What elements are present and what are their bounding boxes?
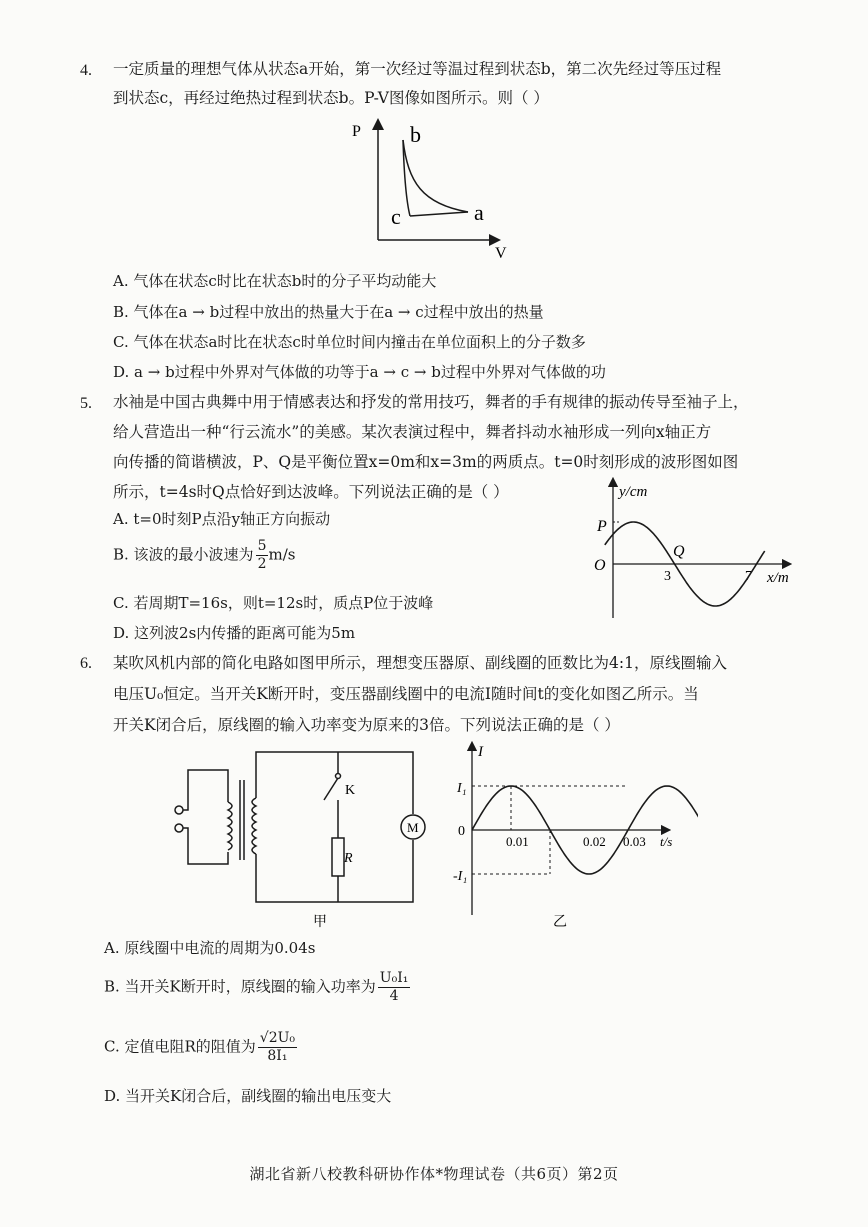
q5-option-b-numerator: 5 <box>257 538 267 554</box>
q4-adiabat-curve <box>403 140 410 216</box>
q5-option-b-unit: m/s <box>268 545 296 564</box>
q6-option-b-numerator: U₀I₁ <box>379 970 409 986</box>
q6-caption-yi: 乙 <box>553 914 567 930</box>
q4-axis-p-label: P <box>352 123 361 140</box>
q4-number: 4. <box>80 62 92 79</box>
q5-label-q: Q <box>673 543 685 560</box>
q4-pv-diagram <box>340 112 520 262</box>
q6-y-label: I <box>478 744 483 760</box>
q5-stem-line2: 给人营造出一种“行云流水”的美感。某次表演过程中，舞者抖动水袖形成一列向x轴正方 <box>113 423 712 441</box>
q6-stem-line2: 电压U₀恒定。当开关K断开时，变压器副线圈中的电流I随时间t的变化如图乙所示。当 <box>113 685 699 703</box>
q6-terminal-bottom <box>175 824 183 832</box>
q6-tick-002: 0.02 <box>583 834 606 849</box>
q4-option-b: B. 气体在a → b过程中放出的热量大于在a → c过程中放出的热量 <box>113 303 544 321</box>
q5-x-label: x/m <box>767 570 789 586</box>
q4-label-b: b <box>410 122 421 147</box>
q6-option-d: D. 当开关K闭合后，副线圈的输出电压变大 <box>104 1087 392 1105</box>
q6-secondary-coil <box>252 798 256 854</box>
q6-stem-line3: 开关K闭合后，原线圈的输入功率变为原来的3倍。下列说法正确的是（ ） <box>113 716 620 734</box>
q6-terminal-top <box>175 806 183 814</box>
q6-number: 6. <box>80 655 92 672</box>
q6-option-c-numerator: √2U₀ <box>259 1030 296 1046</box>
q5-tick-3: 3 <box>664 569 671 584</box>
q5-y-label: y/cm <box>619 484 648 500</box>
q5-stem-line3: 向传播的简谐横波，P、Q是平衡位置x=0m和x=3m的两质点。t=0时刻形成的波形图如图 <box>113 453 739 471</box>
q6-option-b-denominator: 4 <box>389 988 399 1004</box>
q4-option-d: D. a → b过程中外界对气体做的功等于a → c → b过程中外界对气体做的功 <box>113 363 606 381</box>
q4-isobar-line <box>410 212 468 216</box>
q6-primary-coil <box>228 802 232 850</box>
q4-isotherm-curve <box>403 140 468 212</box>
q5-option-d: D. 这列波2s内传播的距离可能为5m <box>113 624 356 642</box>
q4-stem-line2: 到状态c，再经过绝热过程到状态b。P-V图像如图所示。则（ ） <box>113 89 549 107</box>
q5-option-a: A. t=0时刻P点沿y轴正方向振动 <box>113 510 331 528</box>
q6-resistor-r <box>332 838 344 876</box>
q5-tick-7: 7 <box>745 569 752 584</box>
q5-number: 5. <box>80 395 92 412</box>
q6-label-m: M <box>407 820 419 835</box>
q6-tick-003: 0.03 <box>623 834 646 849</box>
q6-option-b-fraction <box>378 970 411 1005</box>
q6-option-a: A. 原线圈中电流的周期为0.04s <box>104 939 316 957</box>
q6-option-b-text: B. 当开关K断开时，原线圈的输入功率为 <box>104 977 376 996</box>
q4-axis-v-label: V <box>495 245 507 262</box>
q5-option-b <box>113 538 295 573</box>
q6-label-i1: I₁ <box>457 781 467 796</box>
q5-wave-graph <box>585 476 795 624</box>
q4-label-a: a <box>474 200 484 225</box>
q5-option-b-denominator: 2 <box>257 556 267 572</box>
q6-tick-001: 0.01 <box>506 834 529 849</box>
q6-label-zero: 0 <box>458 824 465 839</box>
q6-stem-line1: 某吹风机内部的简化电路如图甲所示，理想变压器原、副线圈的匝数比为4:1，原线圈输入 <box>113 654 727 672</box>
q6-label-r: R <box>344 851 353 866</box>
q6-circuit-diagram <box>168 742 433 932</box>
q5-label-o: O <box>594 557 606 574</box>
q4-label-c: c <box>391 204 401 229</box>
q6-option-c-denominator: 8I₁ <box>267 1048 288 1064</box>
q6-label-neg-i1: -I₁ <box>453 869 468 884</box>
q6-switch-k <box>324 778 338 800</box>
q6-option-c-fraction <box>258 1030 297 1065</box>
q4-option-a: A. 气体在状态c时比在状态b时的分子平均动能大 <box>113 272 437 290</box>
q4-stem-line1: 一定质量的理想气体从状态a开始，第一次经过等温过程到状态b，第二次先经过等压过程 <box>113 60 722 78</box>
q6-caption-jia: 甲 <box>313 914 327 930</box>
q5-option-c: C. 若周期T=16s，则t=12s时，质点P位于波峰 <box>113 594 434 612</box>
q6-current-graph <box>448 740 698 934</box>
q5-label-p: P <box>597 518 607 535</box>
q4-option-c: C. 气体在状态a时比在状态c时单位时间内撞击在单位面积上的分子数多 <box>113 333 586 351</box>
q5-stem-line4: 所示，t=4s时Q点恰好到达波峰。下列说法正确的是（ ） <box>113 483 509 501</box>
q5-stem-line1: 水袖是中国古典舞中用于情感表达和抒发的常用技巧，舞者的手有规律的振动传导至袖子上， <box>113 393 749 411</box>
q5-option-b-fraction <box>256 538 269 573</box>
page-footer: 湖北省新八校教科研协作体*物理试卷（共6页）第2页 <box>249 1165 619 1183</box>
q6-option-b <box>104 970 410 1005</box>
q6-option-c-text: C. 定值电阻R的阻值为 <box>104 1037 256 1056</box>
q6-option-c <box>104 1030 297 1065</box>
q5-option-b-text: B. 该波的最小波速为 <box>113 545 254 564</box>
q6-x-label: t/s <box>660 834 673 849</box>
q6-label-k: K <box>345 783 356 798</box>
